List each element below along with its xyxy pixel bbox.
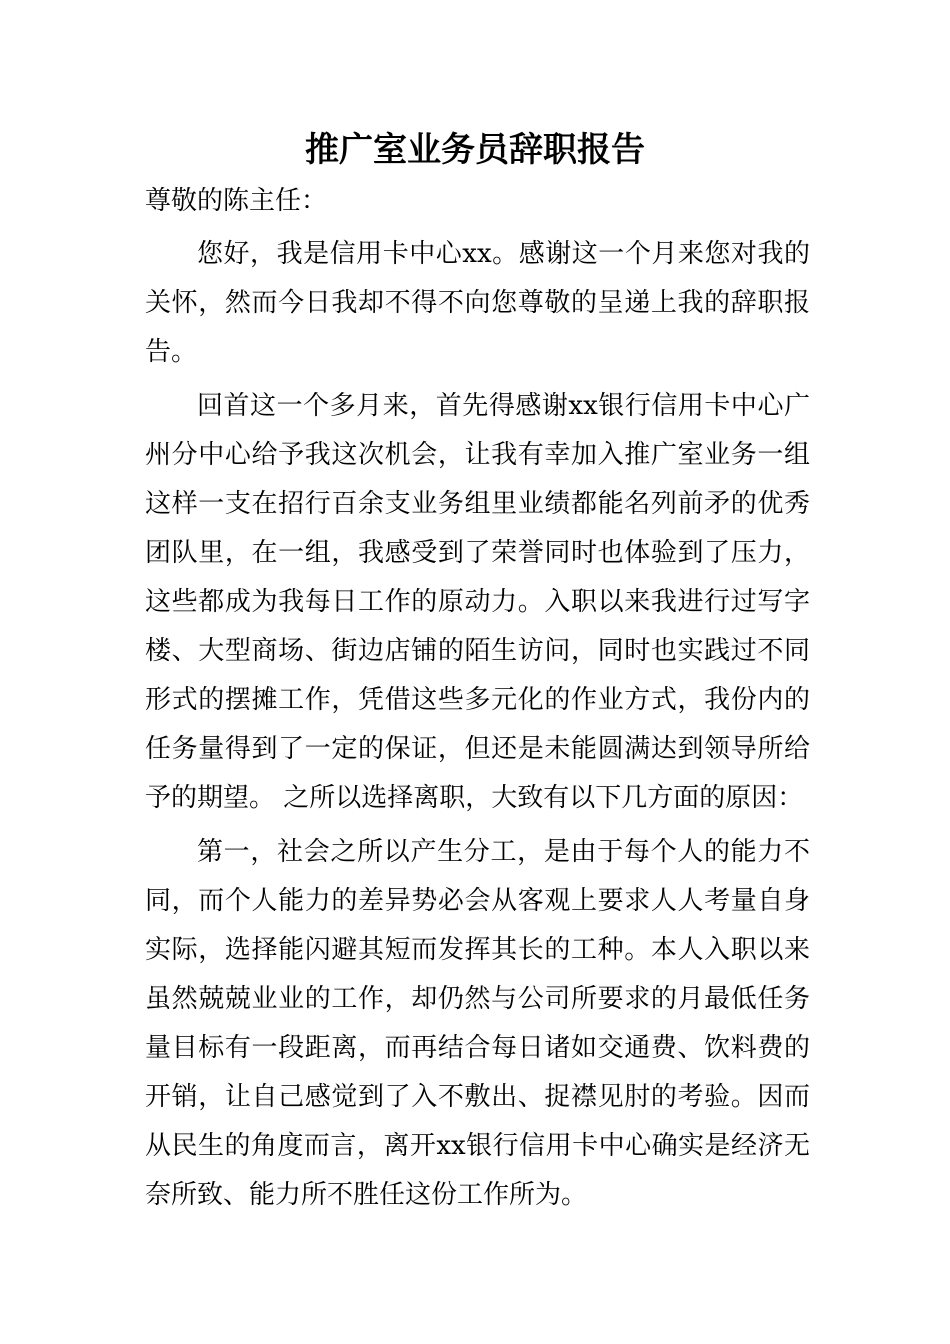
paragraph-greeting: 您好，我是信用卡中心xx。感谢这一个月来您对我的关怀，然而今日我却不得不向您尊敬的呈递上我的辞职报告。 <box>145 239 810 367</box>
document-title: 推广室业务员辞职报告 <box>305 130 645 170</box>
paragraph-review: 回首这一个多月来，首先得感谢xx银行信用卡中心广州分中心给予我这次机会，让我有幸加入推广室业务一组这样一支在招行百余支业务组里业绩都能名列前矛的优秀团队里，在一组，我感受到了荣誉同时也体验到了压力，这些都成为我每日工作的原动力。入职以来我进行过写字楼、大型商场、街边店铺的陌生访问，同时也实践过不同形式的摆摊工作，凭借这些多元化的作业方式，我份内的任务量得到了一定的保证，但还是未能圆满达到领导所给予的期望。 之所以选择离职，大致有以下几方面的原因： <box>145 391 810 813</box>
paragraph-reason-one: 第一，社会之所以产生分工，是由于每个人的能力不同，而个人能力的差异势必会从客观上要求人人考量自身实际，选择能闪避其短而发挥其长的工种。本人入职以来虽然兢兢业业的工作，却仍然与公司所要求的月最低任务量目标有一段距离，而再结合每日诸如交通费、饮料费的开销，让自己感觉到了入不敷出、捉襟见肘的考验。因而从民生的角度而言，离开xx银行信用卡中心确实是经济无奈所致、能力所不胜任这份工作所为。 <box>145 837 810 1210</box>
salutation: 尊敬的陈主任： <box>145 186 328 216</box>
document-body <box>145 178 810 1220</box>
